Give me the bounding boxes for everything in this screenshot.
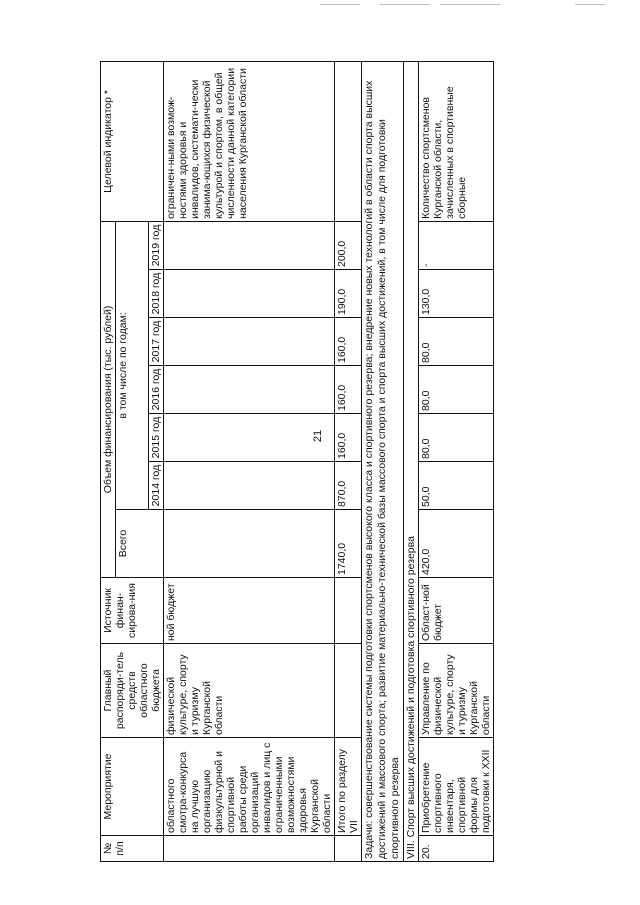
cell-no (164, 836, 335, 862)
total-label: Итого по разделу VII (335, 738, 362, 836)
total-sum: 1740,0 (335, 510, 362, 578)
header-activity: Мероприятие (101, 738, 164, 836)
cell-target: Количество спортсменов Курганской области, зачисленных в спортивные сборные (419, 61, 494, 221)
cell-manager (335, 644, 362, 738)
cell-source: ной бюджет (164, 578, 335, 644)
header-year: 2017 год (149, 318, 164, 366)
header-no: № п/п (101, 836, 164, 862)
cell-no: 20. (419, 836, 494, 862)
cell-year: 80,0 (419, 318, 494, 366)
cell-activity: областного смотра-конкурса на лучшую организацию физкультурной и спортивной работы среди организаций инвалидов и лиц с ограниченными возможностями здоровья Курганской области (164, 738, 335, 836)
cell-manager: Управление по физической культуре, спорту и туризму Курганской области (419, 644, 494, 738)
cell-year (164, 414, 335, 462)
cell-target (335, 61, 362, 221)
total-year: 160,0 (335, 318, 362, 366)
header-year: 2018 год (149, 270, 164, 318)
header-year: 2015 год (149, 414, 164, 462)
section-row (404, 61, 419, 861)
total-year: 160,0 (335, 414, 362, 462)
table-row-total (335, 61, 362, 861)
tasks-text: Задачи: совершенствование системы подготовки спортсменов высокого класса и спортивного резерва; внедрение новых технологий в области спорта высших достижений и массового спорта; развитие материально-технической базы массового спорта и спорта высших достижений, в том числе для подготовки спортивного резерва (362, 61, 404, 861)
total-year: 200,0 (335, 221, 362, 269)
total-year: 190,0 (335, 270, 362, 318)
header-volume: Объем финансирования (тыс. рублей) (101, 221, 116, 577)
header-source: Источник финан-сирова-ния (101, 578, 164, 644)
cell-total (164, 510, 335, 578)
cell-year: 80,0 (419, 366, 494, 414)
cell-year (164, 318, 335, 366)
cell-year (164, 366, 335, 414)
financing-table (100, 61, 494, 862)
tasks-row (362, 61, 404, 861)
cell-year (164, 462, 335, 510)
cell-source (335, 578, 362, 644)
header-target: Целевой индикатор * (101, 61, 164, 221)
cell-year: 130,0 (419, 270, 494, 318)
table-row-continued (164, 61, 335, 861)
header-row-1 (101, 61, 116, 861)
cell-activity: Приобретение спортивного инвентаря, спортивной формы для подготовки к XXII (419, 738, 494, 836)
header-year: 2014 год (149, 462, 164, 510)
cell-year (164, 221, 335, 269)
scan-marks (320, 4, 610, 10)
cell-year: - (419, 221, 494, 269)
header-year: 2019 год (149, 221, 164, 269)
table-row-20 (419, 61, 494, 861)
cell-year: 80,0 (419, 414, 494, 462)
cell-year (164, 270, 335, 318)
header-total: Всего (116, 510, 164, 578)
cell-no (335, 836, 362, 862)
total-year: 160,0 (335, 366, 362, 414)
section-title: VIII. Спорт высших достижений и подготовка спортивного резерва (404, 61, 419, 861)
cell-target: ограничен-ными возмож-ностями здоровья и инвалидов, системати-чески занима-ющихся физической культурой и спортом, в общей численности данной категории населения Курганской области (164, 61, 335, 221)
cell-total: 420,0 (419, 510, 494, 578)
rotated-page-content (100, 62, 640, 862)
cell-source: Област-ной бюджет (419, 578, 494, 644)
page-number: 21 (312, 429, 325, 443)
total-year: 870,0 (335, 462, 362, 510)
cell-manager: физической культуре, спорту и туризму Курганской области (164, 644, 335, 738)
header-manager: Главный распоряди-тель средств областного бюджета (101, 644, 164, 738)
header-year: 2016 год (149, 366, 164, 414)
header-by-years: в том числе по годам: (116, 221, 149, 509)
cell-year: 50,0 (419, 462, 494, 510)
